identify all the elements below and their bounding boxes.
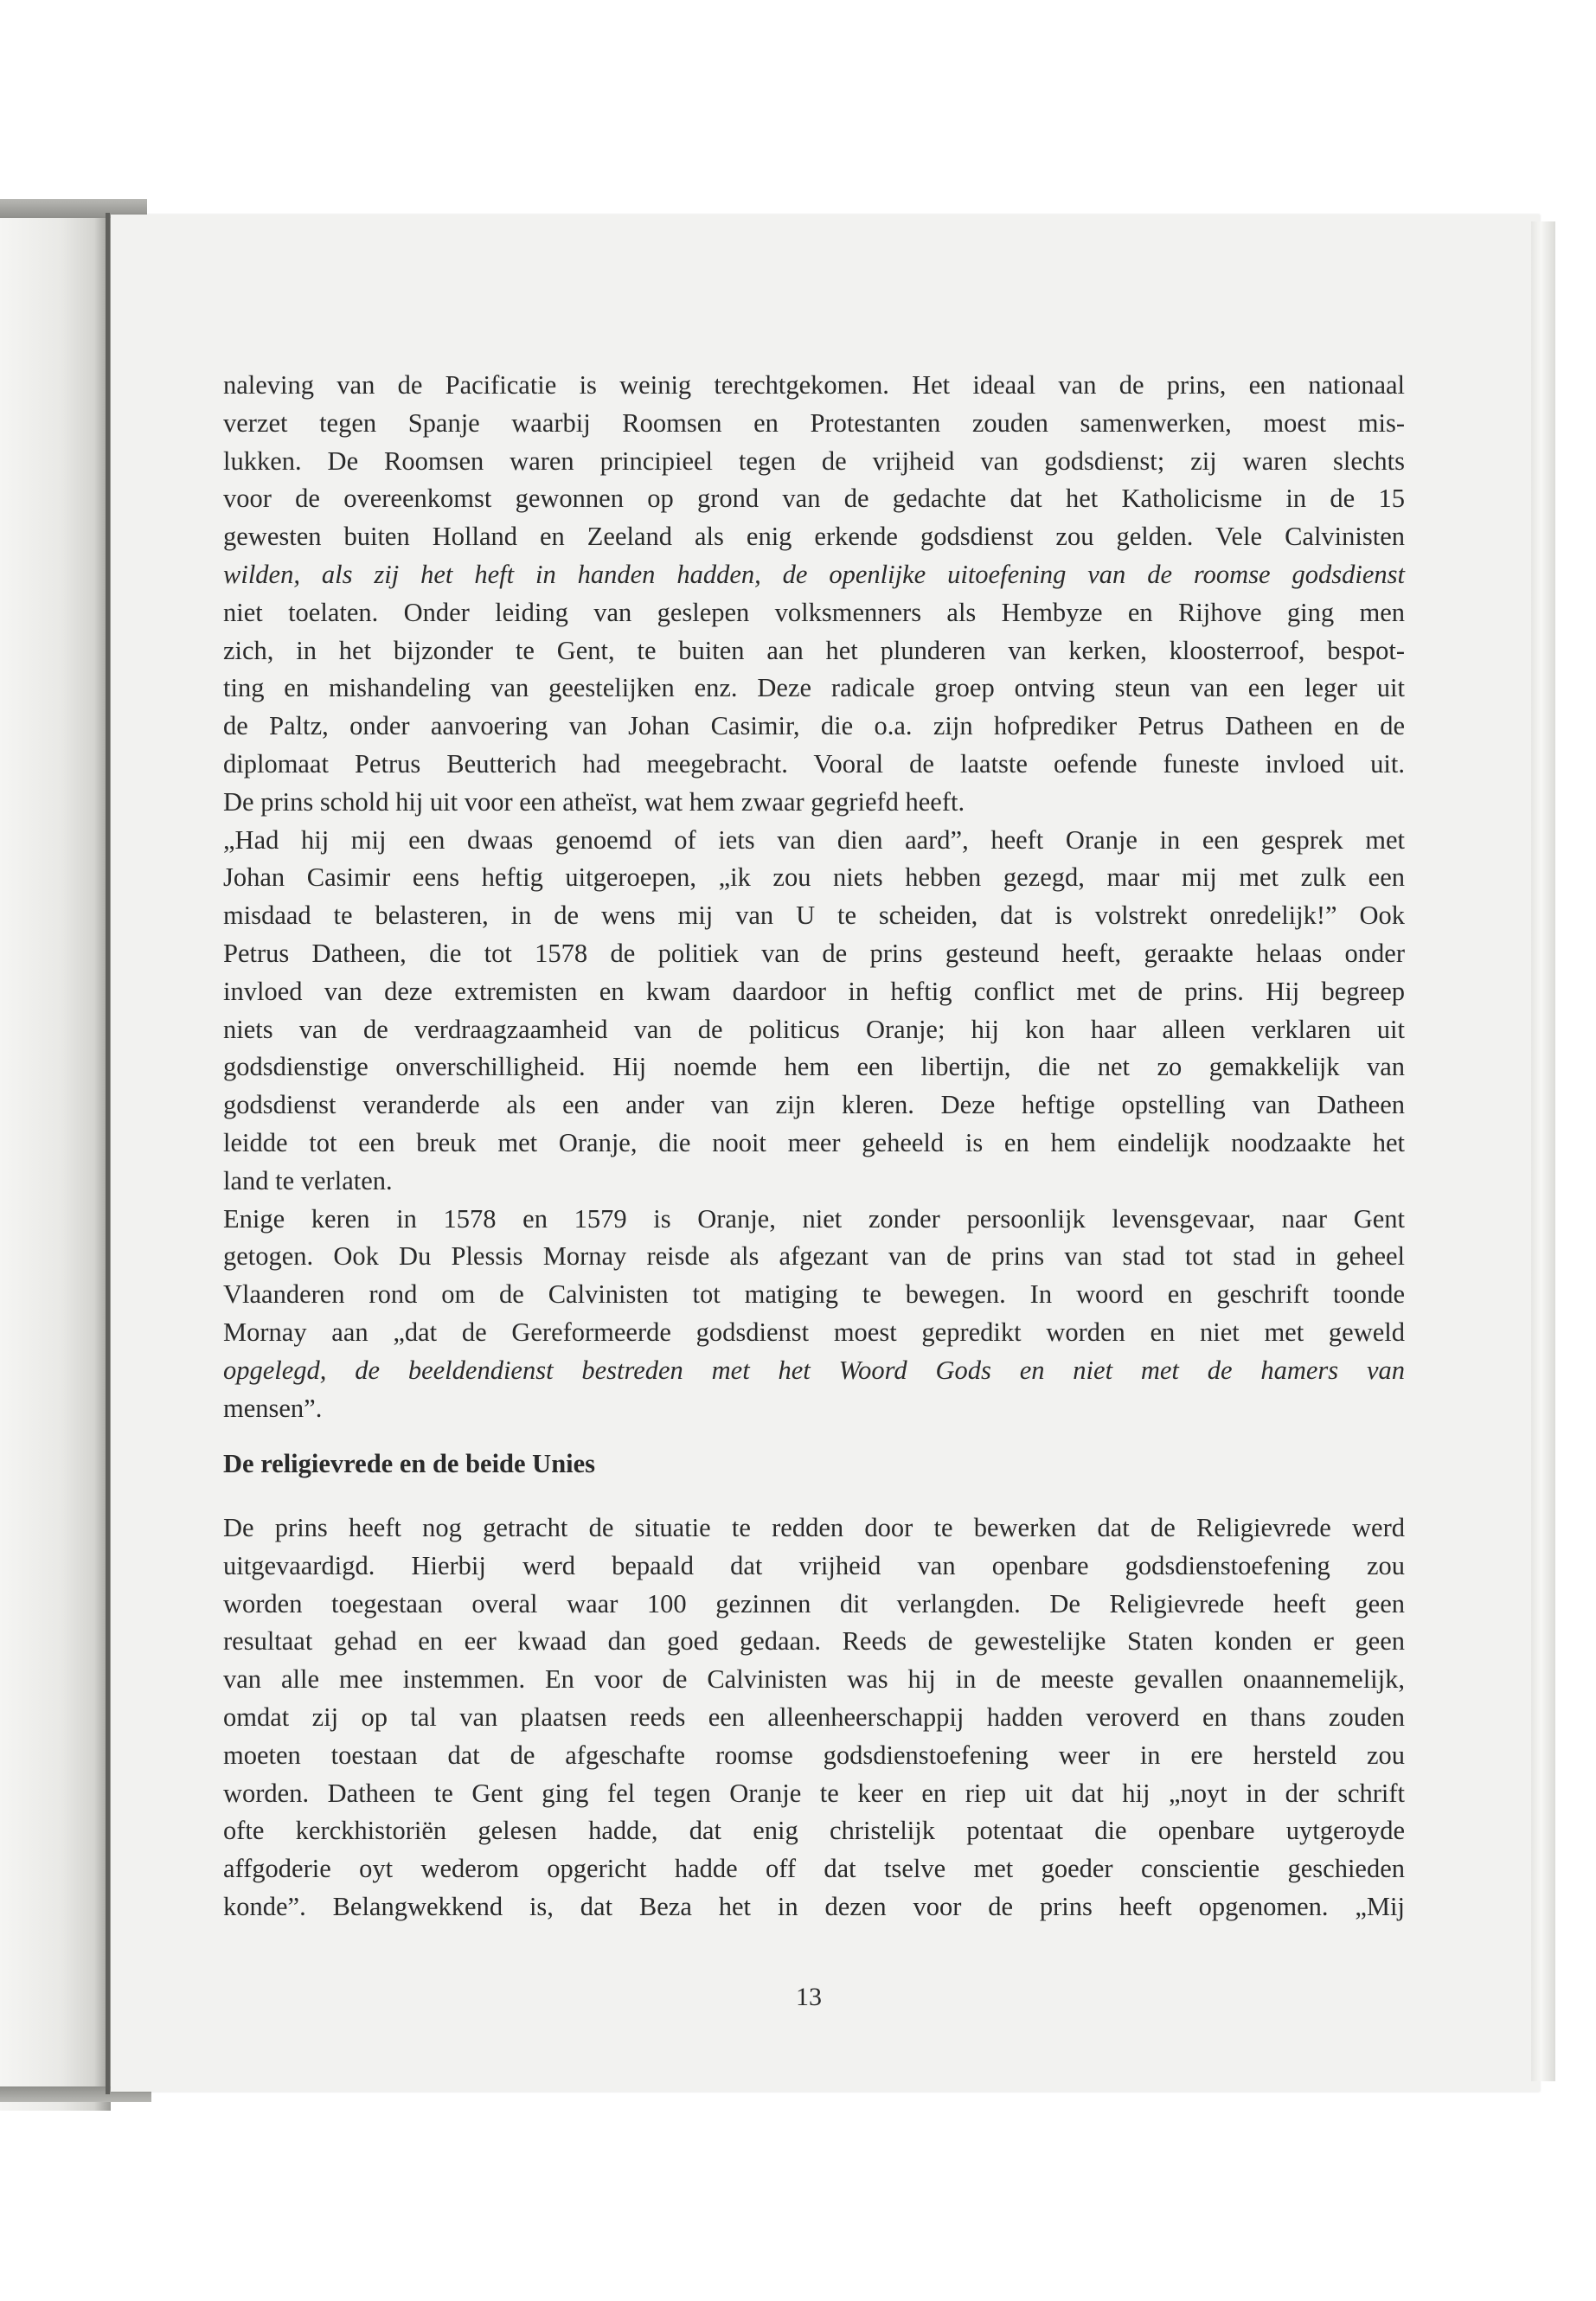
text-line: Johan Casimir eens heftig uitgeroepen, „ik zou niets hebben gezegd, maar mij met zulk een [223, 862, 1405, 893]
text-line: voor de overeenkomst gewonnen op grond van de gedachte dat het Katholicisme in de 15 [223, 484, 1405, 514]
text-line: verzet tegen Spanje waarbij Roomsen en Protestanten zouden samenwerken, moest mis- [223, 407, 1405, 438]
text-line: godsdienstige onverschilligheid. Hij noemde hem een libertijn, die net zo gemakkelijk van [223, 1052, 1405, 1082]
text-line: land te verlaten. [223, 1165, 393, 1195]
text-line: worden. Datheen te Gent ging fel tegen Oranje te keer en riep uit dat hij „noyt in der schrift [223, 1778, 1405, 1808]
text-line: De prins heeft nog getracht de situatie te redden door te bewerken dat de Religievrede werd [223, 1513, 1405, 1542]
text-line: diplomaat Petrus Beutterich had meegebracht. Vooral de laatste oefende funeste invloed uit. [223, 748, 1405, 779]
body-text-block-2 [223, 1509, 1405, 1926]
text-line: getogen. Ook Du Plessis Mornay reisde als afgezant van de prins van stad tot stad in geheel [223, 1241, 1405, 1272]
text-line: worden toegestaan overal waar 100 gezinnen dit verlangden. De Religievrede heeft geen [223, 1588, 1405, 1618]
text-line: Petrus Datheen, die tot 1578 de politiek van de prins gesteund heeft, geraakte helaas onder [223, 938, 1405, 968]
text-line: resultaat gehad en eer kwaad dan goed gedaan. Reeds de gewestelijke Staten konden er geen [223, 1626, 1405, 1657]
text-line: affgoderie oyt wederom opgericht hadde off dat tselve met goeder conscientie geschieden [223, 1854, 1405, 1884]
text-line: konde”. Belangwekkend is, dat Beza het in dezen voor de prins heeft opgenomen. „Mij [223, 1891, 1405, 1921]
text-line: niet toelaten. Onder leiding van geslepen volksmenners als Hembyze en Rijhove ging men [223, 597, 1405, 627]
spine-line [106, 213, 110, 2094]
text-line: Mornay aan „dat de Gereformeerde godsdienst moest gepredikt worden en niet met geweld [223, 1317, 1405, 1347]
page-edge [1531, 221, 1555, 2081]
text-line: De prins schold hij uit voor een atheïst, wat hem zwaar gegriefd heeft. [223, 786, 965, 817]
page-number: 13 [796, 1983, 822, 2011]
section-heading: De religievrede en de beide Unies [223, 1449, 596, 1478]
text-line: mensen”. [223, 1393, 323, 1423]
book-spine [0, 199, 111, 2111]
text-line: de Paltz, onder aanvoering van Johan Casimir, die o.a. zijn hofprediker Petrus Datheen en de [223, 711, 1405, 741]
text-line: invloed van deze extremisten en kwam daardoor in heftig conflict met de prins. Hij begreep [223, 976, 1405, 1006]
text-line: naleving van de Pacificatie is weinig terechtgekomen. Het ideaal van de prins, een nationaal [223, 370, 1405, 400]
text-line: gewesten buiten Holland en Zeeland als enig erkende godsdienst zou gelden. Vele Calvinisten [223, 522, 1405, 552]
text-line: „Had hij mij een dwaas genoemd of iets van dien aard”, heeft Oranje in een gesprek met [223, 824, 1405, 855]
text-line: ting en mishandeling van geestelijken enz. Deze radicale groep ontving steun van een leger uit [223, 673, 1405, 703]
text-line: uitgevaardigd. Hierbij werd bepaald dat vrijheid van openbare godsdienstoefening zou [223, 1550, 1405, 1580]
text-line: moeten toestaan dat de afgeschafte roomse godsdienstoefening weer in ere hersteld zou [223, 1740, 1405, 1770]
text-line: van alle mee instemmen. En voor de Calvinisten was hij in de meeste gevallen onaannemelijk, [223, 1664, 1405, 1695]
text-line: niets van de verdraagzaamheid van de politicus Oranje; hij kon haar alleen verklaren uit [223, 1014, 1405, 1044]
text-line: leidde tot een breuk met Oranje, die nooit meer geheeld is en hem eindelijk noodzaakte het [223, 1127, 1405, 1157]
text-line: opgelegd, de beeldendienst bestreden met het Woord Gods en niet met de hamers van [223, 1355, 1405, 1385]
text-line: godsdienst veranderde als een ander van zijn kleren. Deze heftige opstelling van Datheen [223, 1090, 1405, 1120]
text-line: Enige keren in 1578 en 1579 is Oranje, niet zonder persoonlijk levensgevaar, naar Gent [223, 1203, 1405, 1234]
text-line: omdat zij op tal van plaatsen reeds een alleenheerschappij hadden veroverd en thans zouden [223, 1702, 1405, 1732]
text-line: Vlaanderen rond om de Calvinisten tot matiging te bewegen. In woord en geschrift toonde [223, 1279, 1405, 1310]
text-line: zich, in het bijzonder te Gent, te buiten aan het plunderen van kerken, kloosterroof, bespot- [223, 635, 1405, 665]
text-line: lukken. De Roomsen waren principieel tegen de vrijheid van godsdienst; zij waren slechts [223, 445, 1405, 476]
text-line: ofte kerckhistoriën gelesen hadde, dat enig christelijk potentaat die openbare uytgeroyde [223, 1816, 1405, 1846]
text-line: wilden, als zij het heft in handen hadden, de openlijke uitoefening van de roomse godsdienst [223, 559, 1405, 589]
text-line: misdaad te belasteren, in de wens mij van U te scheiden, dat is volstrekt onredelijk!” Ook [223, 901, 1405, 931]
body-text-block-1 [223, 367, 1405, 1427]
